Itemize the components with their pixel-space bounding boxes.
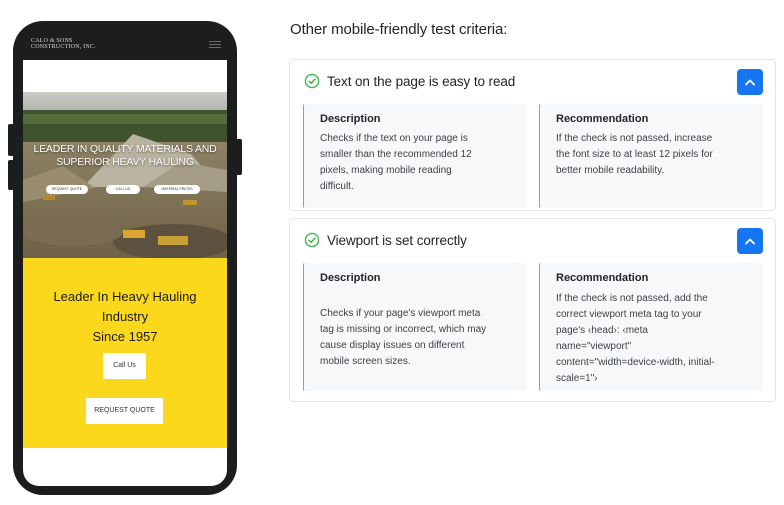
check-circle-icon [304, 73, 320, 89]
description-text: Checks if your page's viewport meta tag is missing or incorrect, which may cause display issues on different mobile screen sizes. [320, 308, 487, 367]
description-box [303, 263, 526, 391]
banner-headline-line: Since 1957 [92, 329, 158, 344]
chevron-up-icon [744, 237, 756, 245]
phone-side-button [8, 124, 14, 156]
recommendation-box [539, 263, 763, 391]
call-us-button[interactable]: Call Us [103, 353, 146, 379]
banner-headline [23, 287, 227, 347]
criteria-card [289, 59, 776, 211]
collapse-toggle-button[interactable] [737, 69, 763, 95]
phone-side-button [8, 160, 14, 190]
site-logo[interactable] [31, 38, 96, 50]
site-logo-line: CONSTRUCTION, INC. [31, 44, 96, 50]
section-title: Other mobile-friendly test criteria: [290, 21, 508, 38]
phone-screen [23, 31, 227, 486]
criteria-card [289, 218, 776, 402]
description-heading: Description [320, 113, 381, 125]
hamburger-menu-icon[interactable] [209, 41, 221, 49]
collapse-toggle-button[interactable] [737, 228, 763, 254]
recommendation-text: If the check is not passed, add the correct viewport meta tag to your page's ‹head›: ‹meta name="viewport" content="width=device-width, initial- scale=1"› [556, 293, 715, 384]
hero-title [23, 143, 227, 169]
criteria-title: Text on the page is easy to read [327, 74, 516, 89]
request-quote-button[interactable]: REQUEST QUOTE [86, 398, 163, 424]
hero-call-us-button[interactable]: CALL US [106, 185, 140, 194]
banner-headline-line: Industry [101, 309, 149, 324]
quarry-photo [23, 92, 227, 258]
banner-headline-line: Leader In Heavy Hauling [53, 289, 197, 304]
hero-request-quote-button[interactable]: REQUEST QUOTE [46, 185, 88, 194]
hero-title-line: SUPERIOR HEAVY HAULING [56, 156, 194, 168]
hero-image [23, 92, 227, 258]
recommendation-text: If the check is not passed, increase the font size to at least 12 pixels for better mobile readability. [556, 133, 713, 176]
description-box [303, 104, 526, 208]
description-heading: Description [320, 272, 381, 284]
recommendation-heading: Recommendation [556, 113, 649, 125]
check-circle-icon [304, 232, 320, 248]
hero-material-prices-button[interactable]: MATERIAL PRICES [154, 185, 200, 194]
phone-power-button [236, 139, 242, 175]
yellow-banner [23, 258, 227, 448]
hero-title-line: LEADER IN QUALITY MATERIALS AND [33, 143, 217, 155]
chevron-up-icon [744, 78, 756, 86]
recommendation-heading: Recommendation [556, 272, 649, 284]
site-header [23, 31, 227, 60]
description-text: Checks if the text on your page is smaller than the recommended 12 pixels, making mobile reading difficult. [320, 133, 472, 192]
site-logo-line: CALO & SONS [31, 38, 73, 44]
criteria-title: Viewport is set correctly [327, 233, 467, 248]
recommendation-box [539, 104, 763, 208]
